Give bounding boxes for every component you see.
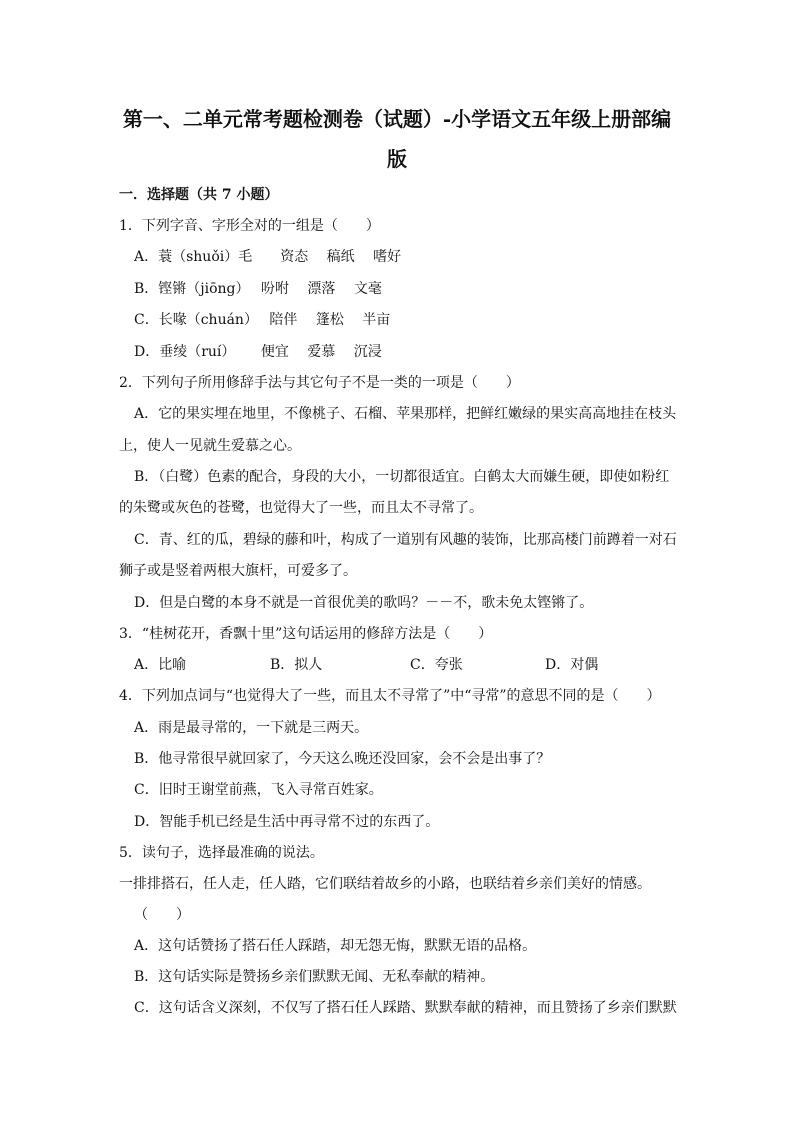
question-5-option-c: C．这句话含义深刻，不仅写了搭石任人踩踏、默默奉献的精神，而且赞扬了乡亲们默默	[134, 1000, 677, 1016]
question-5-stem: 5．读句子，选择最准确的说法。	[119, 845, 324, 861]
question-2-option-a-line1: A．它的果实埋在地里，不像桃子、石榴、苹果那样，把鲜红嫩绿的果实高高地挂在枝头	[134, 406, 677, 422]
question-3-stem: 3．“桂树花开，香飘十里”这句话运用的修辞方法是（ ）	[119, 626, 493, 642]
question-1-option-b: B．铿锵（jiōng） 吩咐 漂落 文毫	[134, 281, 382, 297]
question-2-option-c-line2: 狮子或是竖着两根大旗杆，可爱多了。	[119, 563, 357, 579]
document-title	[110, 99, 684, 179]
question-3-option-b: B．拟人	[270, 657, 323, 673]
question-5-sentence: 一排排搭石，任人走，任人踏，它们联结着故乡的小路，也联结着乡亲们美好的情感。	[119, 876, 651, 892]
question-4-option-b: B．他寻常很早就回家了，今天这么晚还没回家，会不会是出事了？	[134, 751, 551, 767]
question-4-option-a: A．雨是最寻常的，一下就是三两天。	[134, 720, 369, 736]
question-3-option-c: C．夸张	[410, 657, 463, 673]
title-line-1: 第一、二单元常考题检测卷（试题）-小学语文五年级上册部编	[122, 107, 672, 131]
question-2-stem: 2．下列句子所用修辞手法与其它句子不是一类的一项是（ ）	[119, 375, 520, 391]
question-4-stem: 4．下列加点词与“也觉得大了一些，而且太不寻常了”中“寻常”的意思不同的是（ ）	[119, 688, 661, 704]
question-5-option-b: B．这句话实际是赞扬乡亲们默默无闻、无私奉献的精神。	[134, 969, 495, 985]
question-2-option-b-line1: B．（白鹭）色素的配合，身段的大小，一切都很适宜。白鹤太大而嫌生硬，即使如粉红	[134, 469, 670, 485]
question-4-option-c: C．旧时王谢堂前燕，飞入寻常百姓家。	[134, 782, 383, 798]
question-1-option-d: D．垂绫（ruí） 便宜 爱慕 沉浸	[134, 344, 382, 360]
question-1-stem: 1．下列字音、字形全对的一组是（ ）	[119, 218, 380, 234]
question-2-option-a-line2: 上，使人一见就生爱慕之心。	[119, 438, 301, 454]
question-2-option-b-line2: 的朱鹭或灰色的苍鹭，也觉得大了一些，而且太不寻常了。	[119, 500, 483, 516]
question-2-option-c-line1: C．青、红的瓜，碧绿的藤和叶，构成了一道别有风趣的装饰，比那高楼门前蹲着一对石	[134, 532, 677, 548]
question-3-option-a: A．比喻	[134, 657, 187, 673]
section-heading: 一．选择题（共 7 小题）	[119, 187, 279, 203]
question-2-option-d: D．但是白鹭的本身不就是一首很优美的歌吗？－－不，歌未免太铿锵了。	[134, 595, 594, 611]
question-3-option-d: D．对偶	[545, 657, 599, 673]
question-5-answer-paren: （ ）	[134, 907, 190, 923]
question-5-option-a: A．这句话赞扬了搭石任人踩踏，却无怨无悔，默默无语的品格。	[134, 938, 537, 954]
title-line-2: 版	[387, 147, 407, 171]
question-4-option-d: D．智能手机已经是生活中再寻常不过的东西了。	[134, 814, 440, 830]
question-3-options	[0, 655, 794, 675]
question-1-option-a: A．蓑（shuǒi）毛 资态 稿纸 嗜好	[134, 249, 402, 265]
question-1-option-c: C．长喙（chuán） 陪伴 篷松 半亩	[134, 312, 391, 328]
